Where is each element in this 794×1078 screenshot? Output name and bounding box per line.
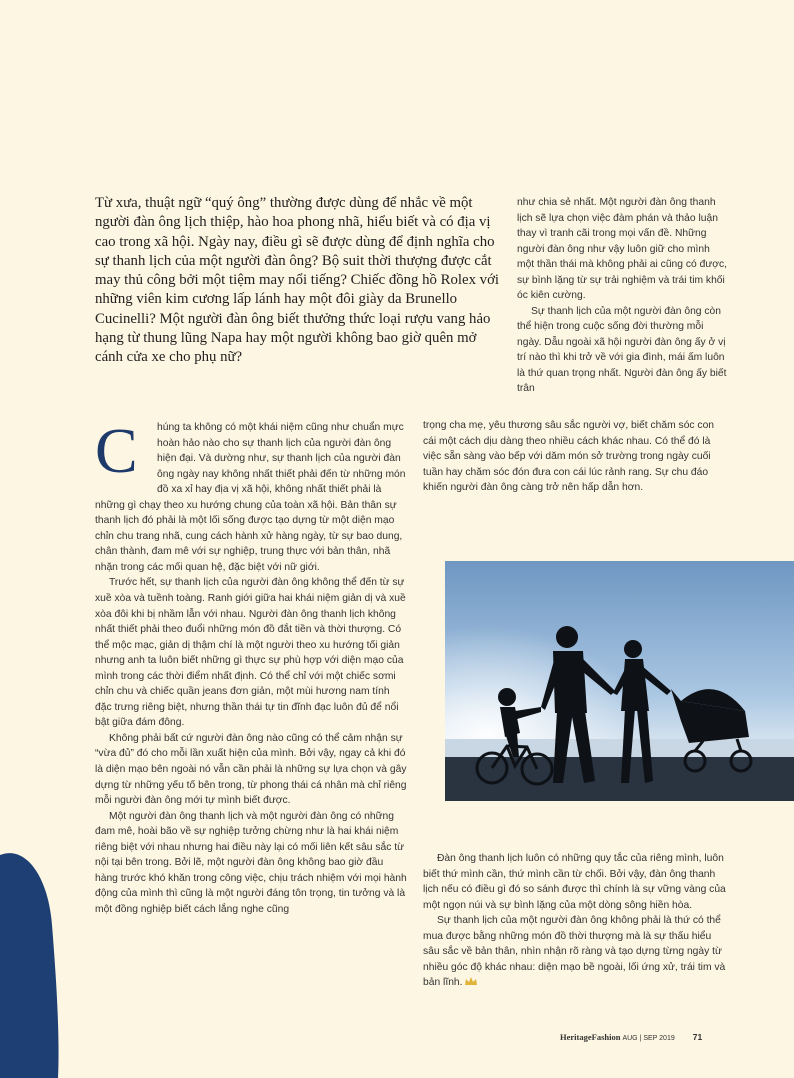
- middle-bottom-paragraph-2: [423, 913, 729, 991]
- left-paragraph-3: Không phải bất cứ người đàn ông nào cũng có thể cảm nhận sự “vừa đủ” đó cho mỗi lần xuất hiện của mình. Bởi vậy, ngay cả khi đó là diện mạo bên ngoài nó vẫn cần phải là những sự lựa chọn và gây dựng từ những yếu tố bên trong, từ phong thái cá nhân mà chỉ riêng mỗi người đàn ông mới tự mình biết được.: [95, 732, 407, 807]
- page-footer: [560, 1032, 740, 1042]
- family-silhouette-photo: [445, 561, 794, 801]
- middle-top-column: [423, 418, 729, 496]
- left-paragraph-4: Một người đàn ông thanh lịch và một người đàn ông có những đam mê, hoài bão về sự nghiệp tưởng chừng như là hai khái niệm riêng biệt với nhau nhưng hai điều này lại có mối liên kết sâu sắc từ nội tại bên trong. Bởi lẽ, một người đàn ông không bao giờ đầu hàng trước khó khăn trong công việc, chịu trách nhiệm với mọi hành động của mình thì cũng là một người đáng tôn trọng, tin tưởng và là một đồng nghiệp biết cách lắng nghe cũng: [95, 810, 407, 915]
- left-paragraph-1: húng ta không có một khái niệm cũng như chuẩn mực hoàn hảo nào cho sự thanh lịch của người đàn ông hiện đại. Và dường như, sự thanh lịch của người đàn ông ngày nay không nhất thiết phải đến từ những món đồ xa xỉ hay địa vị xã hội, không nhất thiết phải là những gì chạy theo xu hướng chung của toàn xã hội. Bản thân sự thanh lịch đó phải là một lối sống được tạo dựng từ một diện mạo chỉn chu trang nhã, cung cách hành xử hàng ngày, từ sự bao dung, chân thành, đam mê với sự nghiệp, trung thực với bản thân, nhã nhặn trong các mối quan hệ, đặc biệt với nữ giới.: [95, 422, 406, 573]
- drop-cap: C: [95, 415, 138, 486]
- left-paragraph-2: Trước hết, sự thanh lịch của người đàn ông không thể đến từ sự xuề xòa và tuềnh toàng. Ranh giới giữa hai khái niệm giản dị và xuề xòa đôi khi bị nhầm lẫn với nhau. Người đàn ông thanh lịch không nhất thiết phải theo đuổi những món đồ đắt tiền và thời thượng. Có thể mộc mạc, giản dị thậm chí là một người theo xu hướng tối giản nhưng anh ta luôn biết những gì thực sự phù hợp với diện mạo của mình trong các thời điểm nhất định. Có thể chỉ với một chiếc sơmi chỉn chu và chiếc quần jeans đơn giản, một mùi hương nam tính đặc trưng riêng biệt, nhưng thần thái tự tin đĩnh đạc luôn đủ để nổi bật giữa đám đông.: [95, 577, 406, 729]
- middle-bottom-column: [423, 851, 729, 991]
- magazine-brand: HeritageFashion: [560, 1032, 621, 1042]
- issue-date: AUG | SEP 2019: [622, 1035, 675, 1042]
- middle-bottom-paragraph-2-text: Sự thanh lịch của một người đàn ông không phải là thứ có thể mua được bằng những món đồ thời thượng mà là sự thấu hiểu sâu sắc về bản thân, nhìn nhận rõ ràng và tạo dựng từng ngày từ nhiều góc độ khác nhau: diện mạo bề ngoài, lối ứng xử, trái tim và bản lĩnh.: [423, 915, 726, 988]
- left-column: [95, 415, 407, 918]
- right-top-paragraph-1: như chia sẻ nhất. Một người đàn ông thanh lịch sẽ lựa chọn việc đàm phán và thảo luận thay vì tranh cãi trong mọi vấn đề. Những người đàn ông như vậy luôn giữ cho mình một thần thái mà không phải ai cũng có được, sự bình lặng từ sự trải nghiệm và trái tim khối óc kiên cường.: [517, 197, 727, 301]
- page-number: 71: [692, 1032, 703, 1042]
- decorative-edge-shape: [0, 845, 60, 1078]
- intro-paragraph: Từ xưa, thuật ngữ “quý ông” thường được dùng để nhắc về một người đàn ông lịch thiệp, hào hoa phong nhã, hiểu biết và có địa vị cao trong xã hội. Ngày nay, điều gì sẽ được dùng để định nghĩa cho sự thanh lịch của một người đàn ông? Bộ suit thời thượng được cắt may thủ công bởi một tiệm may nổi tiếng? Chiếc đồng hồ Rolex với những viên kim cương lấp lánh hay một đôi giày da Brunello Cucinelli? Một người đàn ông biết thưởng thức loại rượu vang hảo hạng từ thung lũng Napa hay một người không bao giờ quên mở cánh cửa xe cho phụ nữ?: [95, 195, 500, 366]
- middle-bottom-paragraph-1: Đàn ông thanh lịch luôn có những quy tắc của riêng mình, luôn biết thứ mình cần, thứ mình cần từ chối. Bởi vậy, đàn ông thanh lịch nếu có điều gì đó so sánh được thì chính là sự vững vàng của một ngọn núi và sự bình lặng của một dòng sông hiền hòa.: [423, 853, 726, 911]
- right-top-column: [517, 195, 729, 397]
- right-top-paragraph-2: Sự thanh lịch của một người đàn ông còn thể hiện trong cuộc sống đời thường mỗi ngày. Dẫu ngoài xã hội người đàn ông ấy ở vị trí nào thì khi trở về với gia đình, mái ấm luôn là thứ quan trọng nhất. Người đàn ông ấy biết trân: [517, 305, 727, 394]
- middle-top-paragraph: trọng cha mẹ, yêu thương sâu sắc người vợ, biết chăm sóc con cái một cách dịu dàng theo nhiều cách khác nhau. Có thể đó là việc sẵn sàng vào bếp với dăm món sở trường trong ngày cuối tuần hay chăm sóc đón đưa con cái lúc rảnh rang. Sự chu đáo khiến người đàn ông càng trở nên hấp dẫn hơn.: [423, 420, 715, 493]
- crown-end-icon: [465, 977, 477, 985]
- photo-illustration: [445, 561, 794, 801]
